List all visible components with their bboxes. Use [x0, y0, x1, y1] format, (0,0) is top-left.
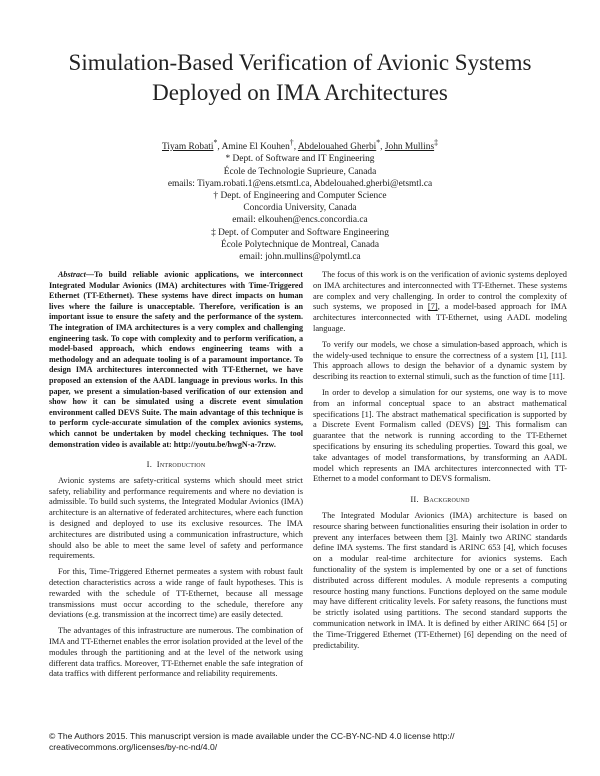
right-column: [313, 270, 567, 651]
author-names: Tiyam Robati*, Amine El Kouhen†, Abdelouahed Gherbi*, John Mullins‡: [161, 138, 439, 153]
text-run: . This formalism can guarantee that the network is running according to the TT-Ethernet specifications by ensuring its scheduling properties. Toward this goal, we take advantages of model transformations, by transforming an AADL model which represents an IMA architectures interconnected with TT-Ethernet to a model conformant to DEVS formalism.: [313, 420, 567, 484]
author-mark: *: [213, 138, 218, 147]
license-line-1[interactable]: © The Authors 2015. This manuscript version is made available under the CC-BY-NC-ND 4.0 license http://: [49, 731, 455, 741]
text-run: , a model-based approach for IMA architectures interconnected with TT-Ethernet, using AADL modeling language.: [313, 302, 567, 333]
section-heading-background: [313, 494, 567, 505]
section-number: I.: [146, 459, 153, 470]
section-title: Background: [423, 494, 470, 505]
section-heading-introduction: [49, 459, 303, 470]
left-column: [49, 270, 303, 680]
paragraph: Avionic systems are safety-critical systems which should meet strict safety, reliability and performance requirements and where no deviation is admissible. To build such systems, the Integrated Modular Avionics (IMA) architecture is an alternative of federated architectures, where each function is designed and deployed to use its exclusive resources. The IMA architectures are distributed using a communication infrastructure, which should also be able to meet the same level of safety and performance requirements.: [49, 475, 303, 561]
affiliation-email: email: elkouhen@encs.concordia.ca: [232, 215, 368, 226]
license-footer: [49, 731, 569, 753]
affiliation-line: † Dept. of Engineering and Computer Science: [213, 190, 387, 201]
affiliation-email: email: john.mullins@polymtl.ca: [239, 251, 361, 262]
paragraph: For this, Time-Triggered Ethernet permeates a system with robust fault detection characteristics across a wide range of fault hypotheses. This is rewarded with the schedule of TT-Ethernet, because all message transmissions must occur according to the schedule, therefore any deviations (e.g. transmission at the incorrect time) are easily detected.: [49, 567, 303, 620]
author-mark: ‡: [434, 138, 439, 147]
abstract-text: —To build reliable avionic applications, we interconnect Integrated Modular Avionics (IMA) architectures with Time-Triggered Ethernet (TT-Ethernet). These systems have direct impacts on human lives where the failure is unacceptable. Therefore, verification is an important issue to ensure the safety and the performance of the system. The integration of IMA architectures is a very complex and challenging engineering task. To cope with complexity and to perform verification, a model-based approach, which endows engineering teams with a methodology and an adequate tooling is of a paramount importance. To design IMA architectures interconnected with TT-Ethernet, we have proposed an extension of the AADL language in previous works. In this paper, we present a simulation-based verification of our extension and show how it can be simulated using a discrete event simulation environment called DEVS Suite. The main advantage of this technique is to perform cycle-accurate simulation of the complex avionics systems, which cannot be undertaken by model checking techniques. The tool demonstration video is available at: http://youtu.be/hwgN-a-7rzw.: [49, 270, 303, 449]
text-run: . Mainly two ARINC standards define IMA systems. The first standard is ARINC 653 [4], which focuses on a modular real-time architecture for avionics systems. Each functionality of the system is implemented by one or a set of functions distributed across different modules. A module represents a computing resource hosting many functions. Functions deployed on the same module may have different criticality levels. For safety reasons, the functions must be strictly isolated using partitions. The second standard supports the communication network in IMA. It is defined by either ARINC 664 [5] or the Time-Triggered Ethernet (TT-Ethernet) [6] depending on the need of predictability.: [313, 532, 567, 650]
affiliation-line: ‡ Dept. of Computer and Software Engineering: [211, 227, 389, 238]
section-number: II.: [410, 494, 419, 505]
abstract-label: Abstract: [58, 270, 86, 279]
affiliation-line: École Polytechnique de Montreal, Canada: [220, 239, 380, 250]
author-name: Amine El Kouhen: [221, 142, 290, 153]
citation-link[interactable]: [3]: [446, 532, 456, 542]
paragraph: The advantages of this infrastructure are numerous. The combination of IMA and TT-Ethernet enables the error isolation provided at the level of the modules through the partitioning and at the level of the network using different data traffics. Moreover, TT-Ethernet enable the safe integration of data traffics with different performance and reliability requirements.: [49, 626, 303, 679]
affiliation-line: Concordia University, Canada: [243, 203, 357, 214]
citation-link[interactable]: [7]: [427, 302, 438, 312]
author-link[interactable]: Tiyam Robati: [161, 142, 214, 153]
section-title: Introduction: [156, 459, 206, 470]
author-mark: *: [376, 138, 381, 147]
abstract: [49, 270, 303, 450]
text-run: The Integrated Modular Avionics (IMA) architecture is based on resource sharing between functionalities ensuring their isolation in order to prevent any interfaces between them: [313, 510, 567, 542]
affiliation-email: emails: Tiyam.robati.1@ens.etsmtl.ca, Abdelouahed.gherbi@etsmtl.ca: [167, 178, 433, 189]
paragraph: [313, 388, 567, 485]
citation-link[interactable]: [9]: [478, 420, 489, 430]
text-run: In order to develop a simulation for our systems, one way is to move from an informal conceptual space to an abstract mathematical specifications [1]. The abstract mathematical specification is supported by a Discrete Event Formalism called (DEVS): [313, 387, 567, 430]
author-link[interactable]: John Mullins: [384, 142, 435, 153]
affiliation-line: École de Technologie Suprieure, Canada: [223, 166, 377, 177]
paragraph: [313, 270, 567, 335]
title-line-1: Simulation-Based Verification of Avionic Systems: [68, 50, 532, 75]
author-mark: †: [289, 138, 294, 147]
title-line-2: Deployed on IMA Architectures: [152, 80, 448, 105]
author-block: [0, 137, 600, 263]
text-run: The focus of this work is on the verification of avionic systems deployed on IMA architectures and interconnected with TT-Ethernet. These systems are complex and very challenging. In order to control the complexity of such systems, we proposed in: [313, 270, 567, 312]
license-line-2[interactable]: creativecommons.org/licenses/by-nc-nd/4.0/: [49, 742, 218, 752]
affiliation-line: * Dept. of Software and IT Engineering: [225, 154, 375, 165]
paper-title: [0, 48, 600, 108]
paragraph: [313, 511, 567, 651]
paragraph: To verify our models, we chose a simulation-based approach, which is the widely-used technique to ensure the correctness of a system [1], [11]. This approach allows to design the behavior of a dynamic system by describing its reaction to external stimuli, such as the function of time [11].: [313, 339, 567, 382]
author-link[interactable]: Abdelouahed Gherbi: [297, 142, 377, 153]
